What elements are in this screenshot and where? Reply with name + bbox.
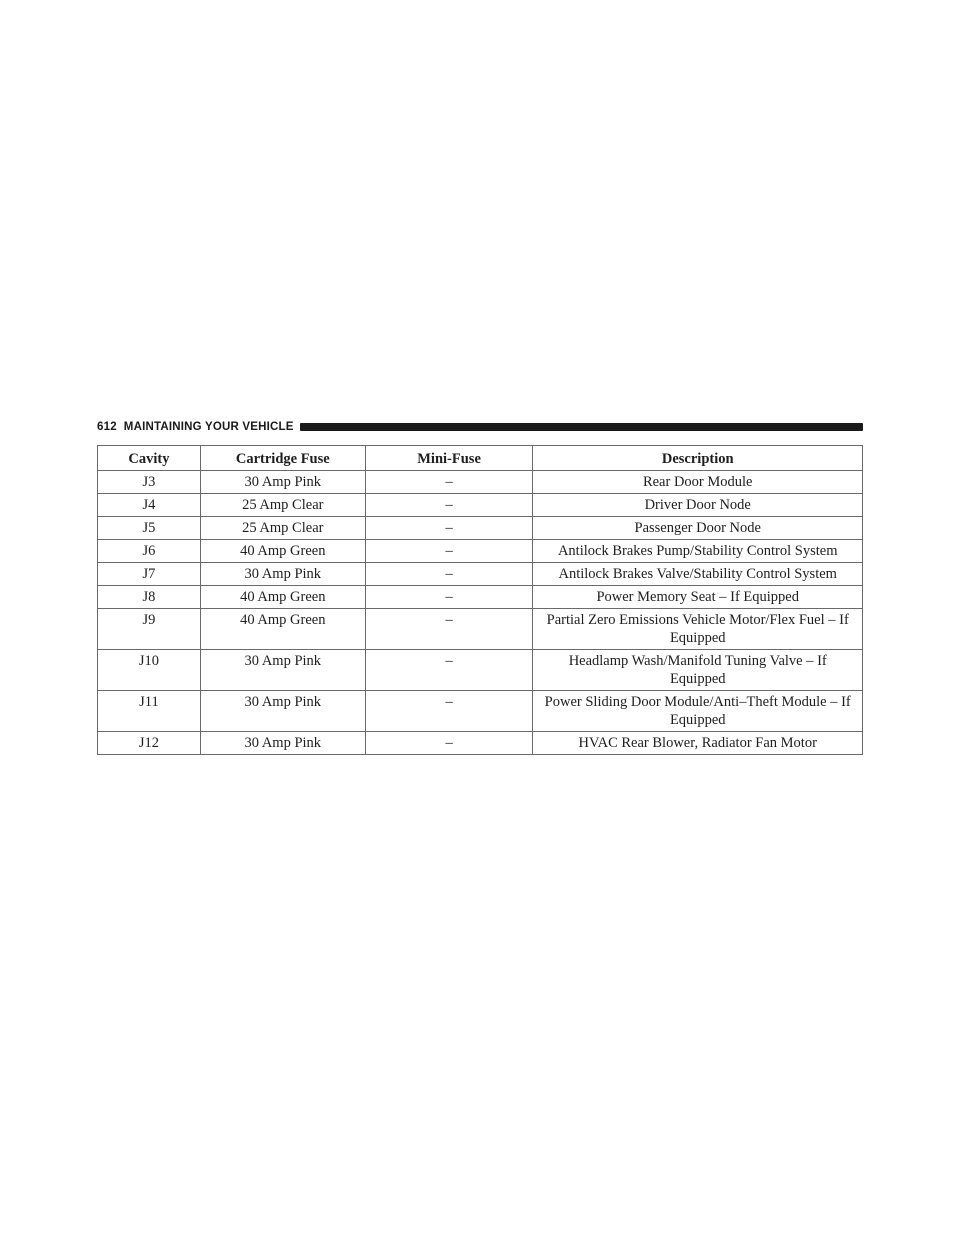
cell-cavity: J4 — [98, 494, 201, 517]
table-row — [98, 494, 863, 517]
cell-description: Rear Door Module — [533, 471, 863, 494]
cell-cartridge-fuse: 30 Amp Pink — [200, 563, 365, 586]
cell-mini-fuse: – — [365, 609, 533, 650]
table-row — [98, 609, 863, 650]
cell-description: Power Sliding Door Module/Anti–Theft Module – If Equipped — [533, 691, 863, 732]
cell-cartridge-fuse: 30 Amp Pink — [200, 691, 365, 732]
cell-description: Antilock Brakes Valve/Stability Control System — [533, 563, 863, 586]
cell-description: Antilock Brakes Pump/Stability Control System — [533, 540, 863, 563]
section-title: MAINTAINING YOUR VEHICLE — [123, 421, 294, 433]
cell-description: HVAC Rear Blower, Radiator Fan Motor — [533, 732, 863, 755]
cell-mini-fuse: – — [365, 563, 533, 586]
cell-mini-fuse: – — [365, 732, 533, 755]
cell-description: Driver Door Node — [533, 494, 863, 517]
column-header-description: Description — [533, 446, 863, 471]
table-row — [98, 540, 863, 563]
table-row — [98, 471, 863, 494]
table-row — [98, 691, 863, 732]
cell-cavity: J11 — [98, 691, 201, 732]
table-row — [98, 732, 863, 755]
cell-description: Power Memory Seat – If Equipped — [533, 586, 863, 609]
table-header-row — [98, 446, 863, 471]
cell-mini-fuse: – — [365, 517, 533, 540]
cell-cavity: J5 — [98, 517, 201, 540]
column-header-cartridge-fuse: Cartridge Fuse — [200, 446, 365, 471]
table-row — [98, 563, 863, 586]
cell-mini-fuse: – — [365, 691, 533, 732]
cell-cavity: J7 — [98, 563, 201, 586]
fuse-table — [97, 445, 863, 755]
header-rule — [300, 423, 863, 431]
column-header-mini-fuse: Mini-Fuse — [365, 446, 533, 471]
cell-mini-fuse: – — [365, 650, 533, 691]
table-row — [98, 586, 863, 609]
cell-mini-fuse: – — [365, 540, 533, 563]
cell-cavity: J6 — [98, 540, 201, 563]
cell-description: Headlamp Wash/Manifold Tuning Valve – If Equipped — [533, 650, 863, 691]
cell-cartridge-fuse: 40 Amp Green — [200, 609, 365, 650]
table-row — [98, 650, 863, 691]
cell-cartridge-fuse: 40 Amp Green — [200, 540, 365, 563]
cell-cartridge-fuse: 30 Amp Pink — [200, 471, 365, 494]
table-row — [98, 517, 863, 540]
cell-cavity: J3 — [98, 471, 201, 494]
cell-cartridge-fuse: 25 Amp Clear — [200, 494, 365, 517]
page-number: 612 — [97, 421, 117, 433]
cell-cartridge-fuse: 25 Amp Clear — [200, 517, 365, 540]
cell-cavity: J8 — [98, 586, 201, 609]
cell-description: Partial Zero Emissions Vehicle Motor/Flex Fuel – If Equipped — [533, 609, 863, 650]
cell-cavity: J9 — [98, 609, 201, 650]
column-header-cavity: Cavity — [98, 446, 201, 471]
cell-mini-fuse: – — [365, 494, 533, 517]
cell-cartridge-fuse: 30 Amp Pink — [200, 650, 365, 691]
cell-cavity: J12 — [98, 732, 201, 755]
page-header — [97, 419, 863, 435]
cell-cartridge-fuse: 40 Amp Green — [200, 586, 365, 609]
cell-description: Passenger Door Node — [533, 517, 863, 540]
cell-mini-fuse: – — [365, 586, 533, 609]
cell-mini-fuse: – — [365, 471, 533, 494]
cell-cavity: J10 — [98, 650, 201, 691]
cell-cartridge-fuse: 30 Amp Pink — [200, 732, 365, 755]
